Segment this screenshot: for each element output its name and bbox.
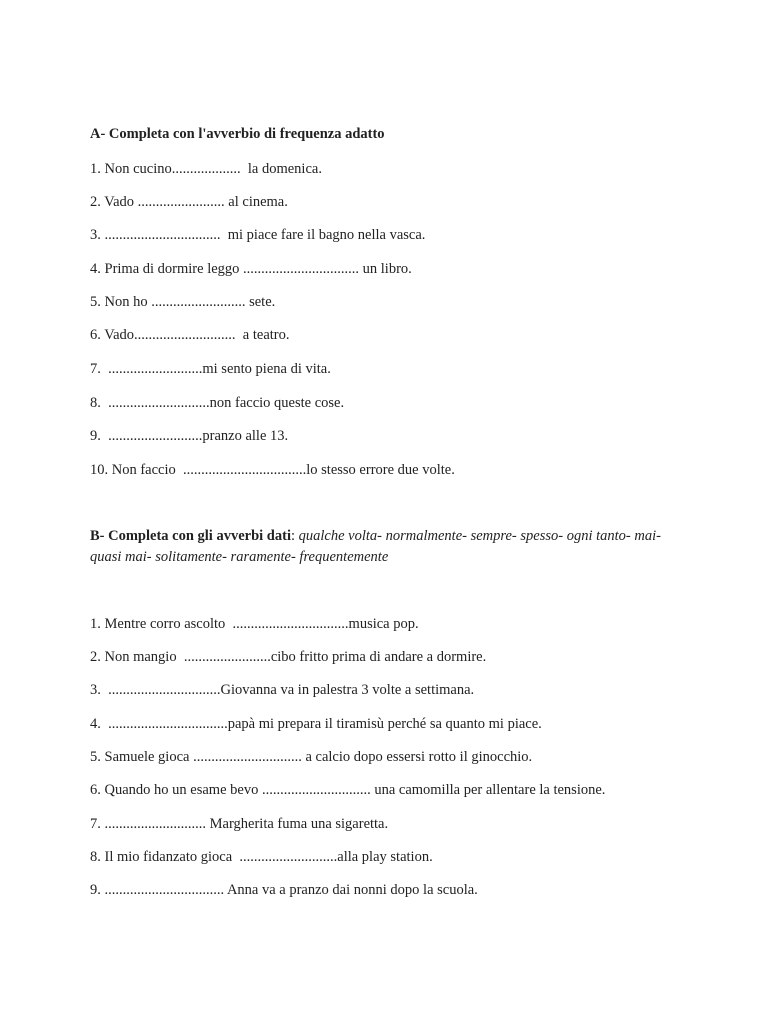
section-b-item-7: 7. ............................ Margherita fuma una sigaretta. [90,816,389,832]
section-b-title-label: B- Completa con gli avverbi dati [90,528,291,544]
section-a-item-7: 7. ..........................mi sento piena di vita. [90,361,331,377]
section-b-item-4: 4. .................................papà mi prepara il tiramisù perché sa quanto mi piace. [90,716,542,732]
section-a-item-9: 9. ..........................pranzo alle 13. [90,428,289,444]
section-b-item-2: 2. Non mangio ........................cibo fritto prima di andare a dormire. [90,649,487,665]
section-a-item-3: 3. ................................ mi piace fare il bagno nella vasca. [90,227,426,243]
section-b-word-bank: qualche volta- normalmente- sempre- spesso- ogni tanto- mai- quasi mai- solitamente- raramente- frequentemente [90,528,661,565]
section-b-item-8: 8. Il mio fidanzato gioca ...........................alla play station. [90,849,433,865]
section-a-item-1: 1. Non cucino................... la domenica. [90,161,322,177]
section-a-item-4: 4. Prima di dormire leggo ................................ un libro. [90,261,412,277]
section-a-item-10: 10. Non faccio ..................................lo stesso errore due volte. [90,462,455,478]
section-a-item-2: 2. Vado ........................ al cinema. [90,194,288,210]
section-a-item-5: 5. Non ho .......................... sete. [90,294,276,310]
section-a-item-6: 6. Vado............................ a teatro. [90,327,290,343]
section-b-title [90,526,670,568]
section-a-title: A- Completa con l'avverbio di frequenza adatto [90,126,385,142]
section-b-item-1: 1. Mentre corro ascolto ................................musica pop. [90,616,419,632]
worksheet-page [90,0,690,1024]
section-b-item-3: 3. ...............................Giovanna va in palestra 3 volte a settimana. [90,682,475,698]
section-b-title-colon: : [290,528,299,544]
section-b-item-9: 9. ................................. Anna va a pranzo dai nonni dopo la scuola. [90,882,478,898]
section-b-item-6: 6. Quando ho un esame bevo .............................. una camomilla per allentare la tensione. [90,782,606,798]
section-a-item-8: 8. ............................non faccio queste cose. [90,395,345,411]
section-b-item-5: 5. Samuele gioca .............................. a calcio dopo essersi rotto il ginocchio. [90,749,533,765]
